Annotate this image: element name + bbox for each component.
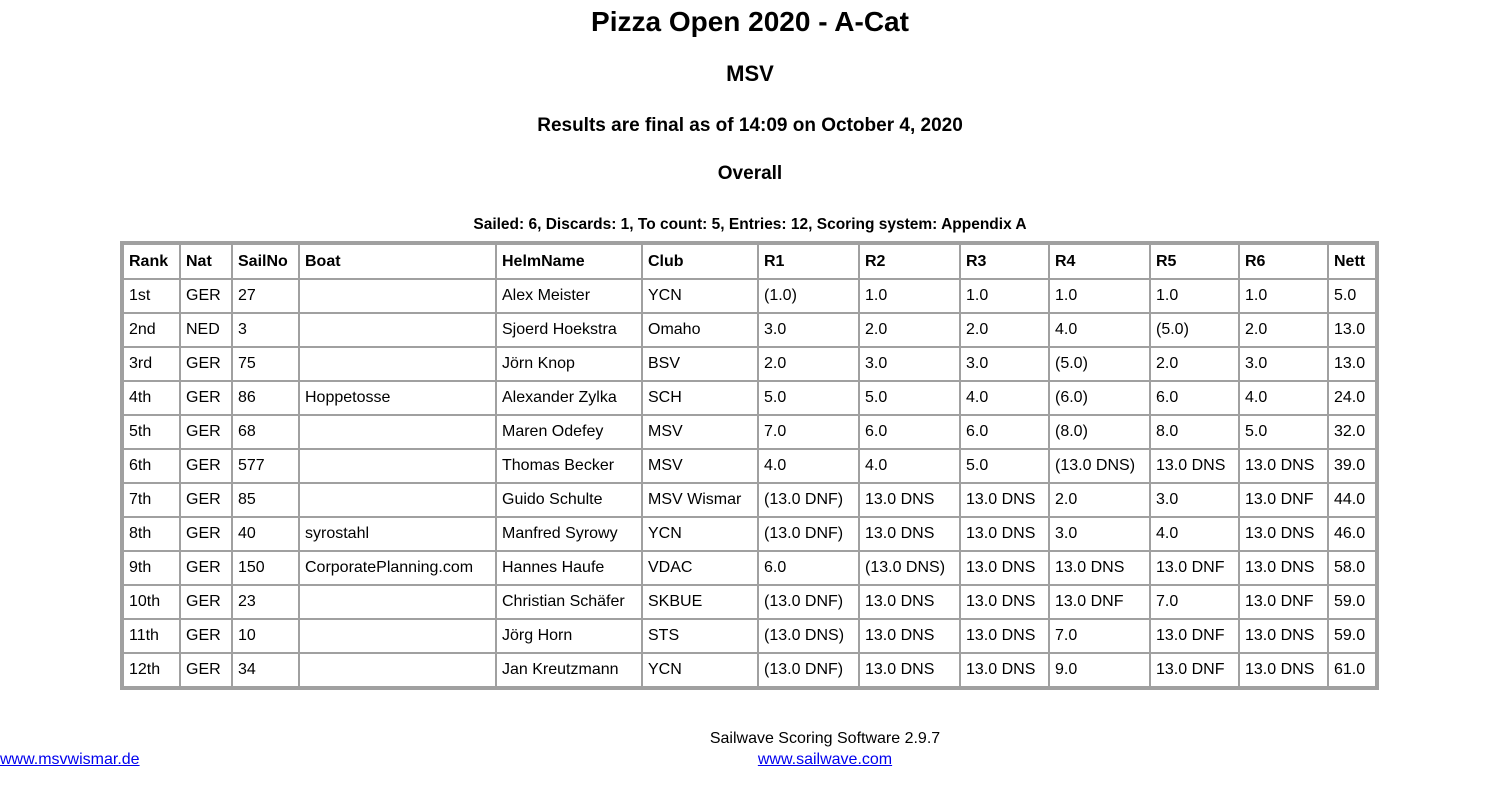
cell-r4: (13.0 DNS) <box>1049 449 1150 483</box>
page-title: Pizza Open 2020 - A-Cat <box>591 6 909 37</box>
cell-club: YCN <box>642 279 758 313</box>
cell-r1: 2.0 <box>758 347 859 381</box>
cell-r6: 13.0 DNS <box>1239 517 1328 551</box>
cell-r5: 2.0 <box>1150 347 1239 381</box>
table-row <box>123 483 1376 517</box>
cell-r5: 3.0 <box>1150 483 1239 517</box>
cell-r4: 2.0 <box>1049 483 1150 517</box>
table-row <box>123 517 1376 551</box>
cell-club: MSV Wismar <box>642 483 758 517</box>
cell-r3: 13.0 DNS <box>960 653 1049 687</box>
cell-helmname: Sjoerd Hoekstra <box>496 313 642 347</box>
cell-r6: 13.0 DNS <box>1239 619 1328 653</box>
cell-r3: 3.0 <box>960 347 1049 381</box>
cell-rank: 6th <box>123 449 180 483</box>
cell-r6: 2.0 <box>1239 313 1328 347</box>
cell-nat: GER <box>180 415 232 449</box>
cell-nett: 61.0 <box>1328 653 1376 687</box>
cell-sailno: 577 <box>232 449 299 483</box>
cell-r5: 8.0 <box>1150 415 1239 449</box>
cell-boat <box>299 415 496 449</box>
cell-r2: 13.0 DNS <box>859 653 960 687</box>
cell-nett: 58.0 <box>1328 551 1376 585</box>
cell-r4: 3.0 <box>1049 517 1150 551</box>
cell-r6: 13.0 DNF <box>1239 585 1328 619</box>
cell-r2: 13.0 DNS <box>859 585 960 619</box>
cell-boat <box>299 313 496 347</box>
cell-rank: 2nd <box>123 313 180 347</box>
section-heading: Overall <box>717 163 783 184</box>
cell-r3: 13.0 DNS <box>960 619 1049 653</box>
cell-r6: 13.0 DNF <box>1239 483 1328 517</box>
cell-nett: 59.0 <box>1328 585 1376 619</box>
cell-r6: 4.0 <box>1239 381 1328 415</box>
cell-rank: 9th <box>123 551 180 585</box>
sailwave-website-link[interactable]: www.sailwave.com <box>757 751 893 768</box>
cell-club: BSV <box>642 347 758 381</box>
series-summary: Sailed: 6, Discards: 1, To count: 5, Entries: 12, Scoring system: Appendix A <box>473 216 1027 233</box>
cell-nett: 44.0 <box>1328 483 1376 517</box>
table-row <box>123 449 1376 483</box>
cell-r6: 1.0 <box>1239 279 1328 313</box>
cell-nett: 39.0 <box>1328 449 1376 483</box>
table-row <box>123 381 1376 415</box>
cell-r1: 3.0 <box>758 313 859 347</box>
cell-boat <box>299 585 496 619</box>
table-row <box>123 619 1376 653</box>
cell-r2: (13.0 DNS) <box>859 551 960 585</box>
cell-r6: 13.0 DNS <box>1239 551 1328 585</box>
cell-r4: (8.0) <box>1049 415 1150 449</box>
cell-sailno: 3 <box>232 313 299 347</box>
cell-nat: GER <box>180 585 232 619</box>
cell-boat: CorporatePlanning.com <box>299 551 496 585</box>
cell-nett: 46.0 <box>1328 517 1376 551</box>
cell-r5: 4.0 <box>1150 517 1239 551</box>
cell-r5: (5.0) <box>1150 313 1239 347</box>
cell-boat <box>299 279 496 313</box>
cell-helmname: Alexander Zylka <box>496 381 642 415</box>
cell-helmname: Jörg Horn <box>496 619 642 653</box>
cell-rank: 11th <box>123 619 180 653</box>
cell-r1: (1.0) <box>758 279 859 313</box>
cell-sailno: 27 <box>232 279 299 313</box>
column-header-club: Club <box>642 244 758 279</box>
cell-r1: 6.0 <box>758 551 859 585</box>
table-header-row <box>123 244 1376 279</box>
cell-nat: GER <box>180 381 232 415</box>
cell-rank: 4th <box>123 381 180 415</box>
cell-sailno: 68 <box>232 415 299 449</box>
cell-r2: 3.0 <box>859 347 960 381</box>
cell-r5: 1.0 <box>1150 279 1239 313</box>
cell-nat: GER <box>180 619 232 653</box>
cell-nat: GER <box>180 551 232 585</box>
column-header-r5: R5 <box>1150 244 1239 279</box>
table-row <box>123 585 1376 619</box>
cell-rank: 12th <box>123 653 180 687</box>
cell-r4: (5.0) <box>1049 347 1150 381</box>
cell-club: YCN <box>642 653 758 687</box>
cell-r5: 13.0 DNF <box>1150 619 1239 653</box>
cell-helmname: Manfred Syrowy <box>496 517 642 551</box>
cell-r4: 13.0 DNS <box>1049 551 1150 585</box>
sailwave-link-container <box>0 750 1506 770</box>
cell-sailno: 40 <box>232 517 299 551</box>
cell-r5: 6.0 <box>1150 381 1239 415</box>
cell-nat: GER <box>180 449 232 483</box>
table-row <box>123 415 1376 449</box>
column-header-r6: R6 <box>1239 244 1328 279</box>
column-header-r4: R4 <box>1049 244 1150 279</box>
cell-r4: 4.0 <box>1049 313 1150 347</box>
table-row <box>123 279 1376 313</box>
cell-r3: 2.0 <box>960 313 1049 347</box>
cell-r5: 13.0 DNF <box>1150 653 1239 687</box>
cell-r4: 7.0 <box>1049 619 1150 653</box>
table-row <box>123 313 1376 347</box>
cell-nat: GER <box>180 347 232 381</box>
club-heading: MSV <box>726 61 774 86</box>
cell-club: SKBUE <box>642 585 758 619</box>
cell-nat: GER <box>180 483 232 517</box>
results-status: Results are final as of 14:09 on October 4, 2020 <box>537 115 963 136</box>
cell-sailno: 86 <box>232 381 299 415</box>
cell-nett: 13.0 <box>1328 347 1376 381</box>
cell-helmname: Christian Schäfer <box>496 585 642 619</box>
cell-boat: Hoppetosse <box>299 381 496 415</box>
cell-r6: 3.0 <box>1239 347 1328 381</box>
cell-boat <box>299 483 496 517</box>
cell-r2: 1.0 <box>859 279 960 313</box>
cell-rank: 3rd <box>123 347 180 381</box>
cell-boat <box>299 347 496 381</box>
cell-boat <box>299 619 496 653</box>
cell-r3: 13.0 DNS <box>960 517 1049 551</box>
column-header-rank: Rank <box>123 244 180 279</box>
cell-sailno: 10 <box>232 619 299 653</box>
cell-r6: 13.0 DNS <box>1239 653 1328 687</box>
club-website-link[interactable]: www.msvwismar.de <box>0 751 140 768</box>
cell-nett: 32.0 <box>1328 415 1376 449</box>
column-header-sailno: SailNo <box>232 244 299 279</box>
cell-helmname: Hannes Haufe <box>496 551 642 585</box>
cell-nett: 13.0 <box>1328 313 1376 347</box>
cell-rank: 8th <box>123 517 180 551</box>
cell-r2: 5.0 <box>859 381 960 415</box>
column-header-r1: R1 <box>758 244 859 279</box>
cell-rank: 5th <box>123 415 180 449</box>
cell-rank: 1st <box>123 279 180 313</box>
cell-nat: GER <box>180 279 232 313</box>
cell-helmname: Jan Kreutzmann <box>496 653 642 687</box>
cell-r3: 5.0 <box>960 449 1049 483</box>
cell-rank: 10th <box>123 585 180 619</box>
cell-boat: syrostahl <box>299 517 496 551</box>
cell-club: STS <box>642 619 758 653</box>
cell-r2: 6.0 <box>859 415 960 449</box>
cell-r5: 13.0 DNS <box>1150 449 1239 483</box>
cell-r3: 6.0 <box>960 415 1049 449</box>
table-body <box>123 279 1376 687</box>
cell-nett: 24.0 <box>1328 381 1376 415</box>
cell-sailno: 23 <box>232 585 299 619</box>
table-row <box>123 551 1376 585</box>
cell-r6: 5.0 <box>1239 415 1328 449</box>
cell-r4: 13.0 DNF <box>1049 585 1150 619</box>
cell-r1: 5.0 <box>758 381 859 415</box>
cell-r4: (6.0) <box>1049 381 1150 415</box>
cell-r2: 13.0 DNS <box>859 517 960 551</box>
cell-r6: 13.0 DNS <box>1239 449 1328 483</box>
column-header-helmname: HelmName <box>496 244 642 279</box>
table-row <box>123 347 1376 381</box>
results-table <box>120 241 1379 690</box>
cell-r3: 4.0 <box>960 381 1049 415</box>
cell-r4: 1.0 <box>1049 279 1150 313</box>
cell-club: VDAC <box>642 551 758 585</box>
cell-r3: 13.0 DNS <box>960 551 1049 585</box>
cell-helmname: Guido Schulte <box>496 483 642 517</box>
cell-sailno: 75 <box>232 347 299 381</box>
cell-r2: 2.0 <box>859 313 960 347</box>
cell-club: MSV <box>642 449 758 483</box>
cell-nett: 59.0 <box>1328 619 1376 653</box>
cell-boat <box>299 449 496 483</box>
column-header-r2: R2 <box>859 244 960 279</box>
cell-club: YCN <box>642 517 758 551</box>
cell-r1: (13.0 DNF) <box>758 483 859 517</box>
cell-r2: 13.0 DNS <box>859 619 960 653</box>
cell-r3: 13.0 DNS <box>960 585 1049 619</box>
cell-r5: 7.0 <box>1150 585 1239 619</box>
column-header-boat: Boat <box>299 244 496 279</box>
column-header-r3: R3 <box>960 244 1049 279</box>
cell-r3: 1.0 <box>960 279 1049 313</box>
column-header-nat: Nat <box>180 244 232 279</box>
cell-r4: 9.0 <box>1049 653 1150 687</box>
cell-r1: 7.0 <box>758 415 859 449</box>
table-row <box>123 653 1376 687</box>
cell-nat: GER <box>180 653 232 687</box>
cell-club: MSV <box>642 415 758 449</box>
cell-r3: 13.0 DNS <box>960 483 1049 517</box>
cell-rank: 7th <box>123 483 180 517</box>
cell-r1: 4.0 <box>758 449 859 483</box>
cell-r5: 13.0 DNF <box>1150 551 1239 585</box>
column-header-nett: Nett <box>1328 244 1376 279</box>
cell-helmname: Maren Odefey <box>496 415 642 449</box>
cell-r1: (13.0 DNF) <box>758 517 859 551</box>
cell-nett: 5.0 <box>1328 279 1376 313</box>
cell-nat: NED <box>180 313 232 347</box>
cell-boat <box>299 653 496 687</box>
software-credit: Sailwave Scoring Software 2.9.7 <box>709 730 941 747</box>
cell-club: Omaho <box>642 313 758 347</box>
cell-helmname: Alex Meister <box>496 279 642 313</box>
cell-helmname: Thomas Becker <box>496 449 642 483</box>
cell-sailno: 150 <box>232 551 299 585</box>
cell-r2: 4.0 <box>859 449 960 483</box>
cell-nat: GER <box>180 517 232 551</box>
cell-r1: (13.0 DNF) <box>758 653 859 687</box>
cell-r1: (13.0 DNF) <box>758 585 859 619</box>
cell-club: SCH <box>642 381 758 415</box>
cell-helmname: Jörn Knop <box>496 347 642 381</box>
cell-r1: (13.0 DNS) <box>758 619 859 653</box>
cell-sailno: 85 <box>232 483 299 517</box>
cell-sailno: 34 <box>232 653 299 687</box>
cell-r2: 13.0 DNS <box>859 483 960 517</box>
